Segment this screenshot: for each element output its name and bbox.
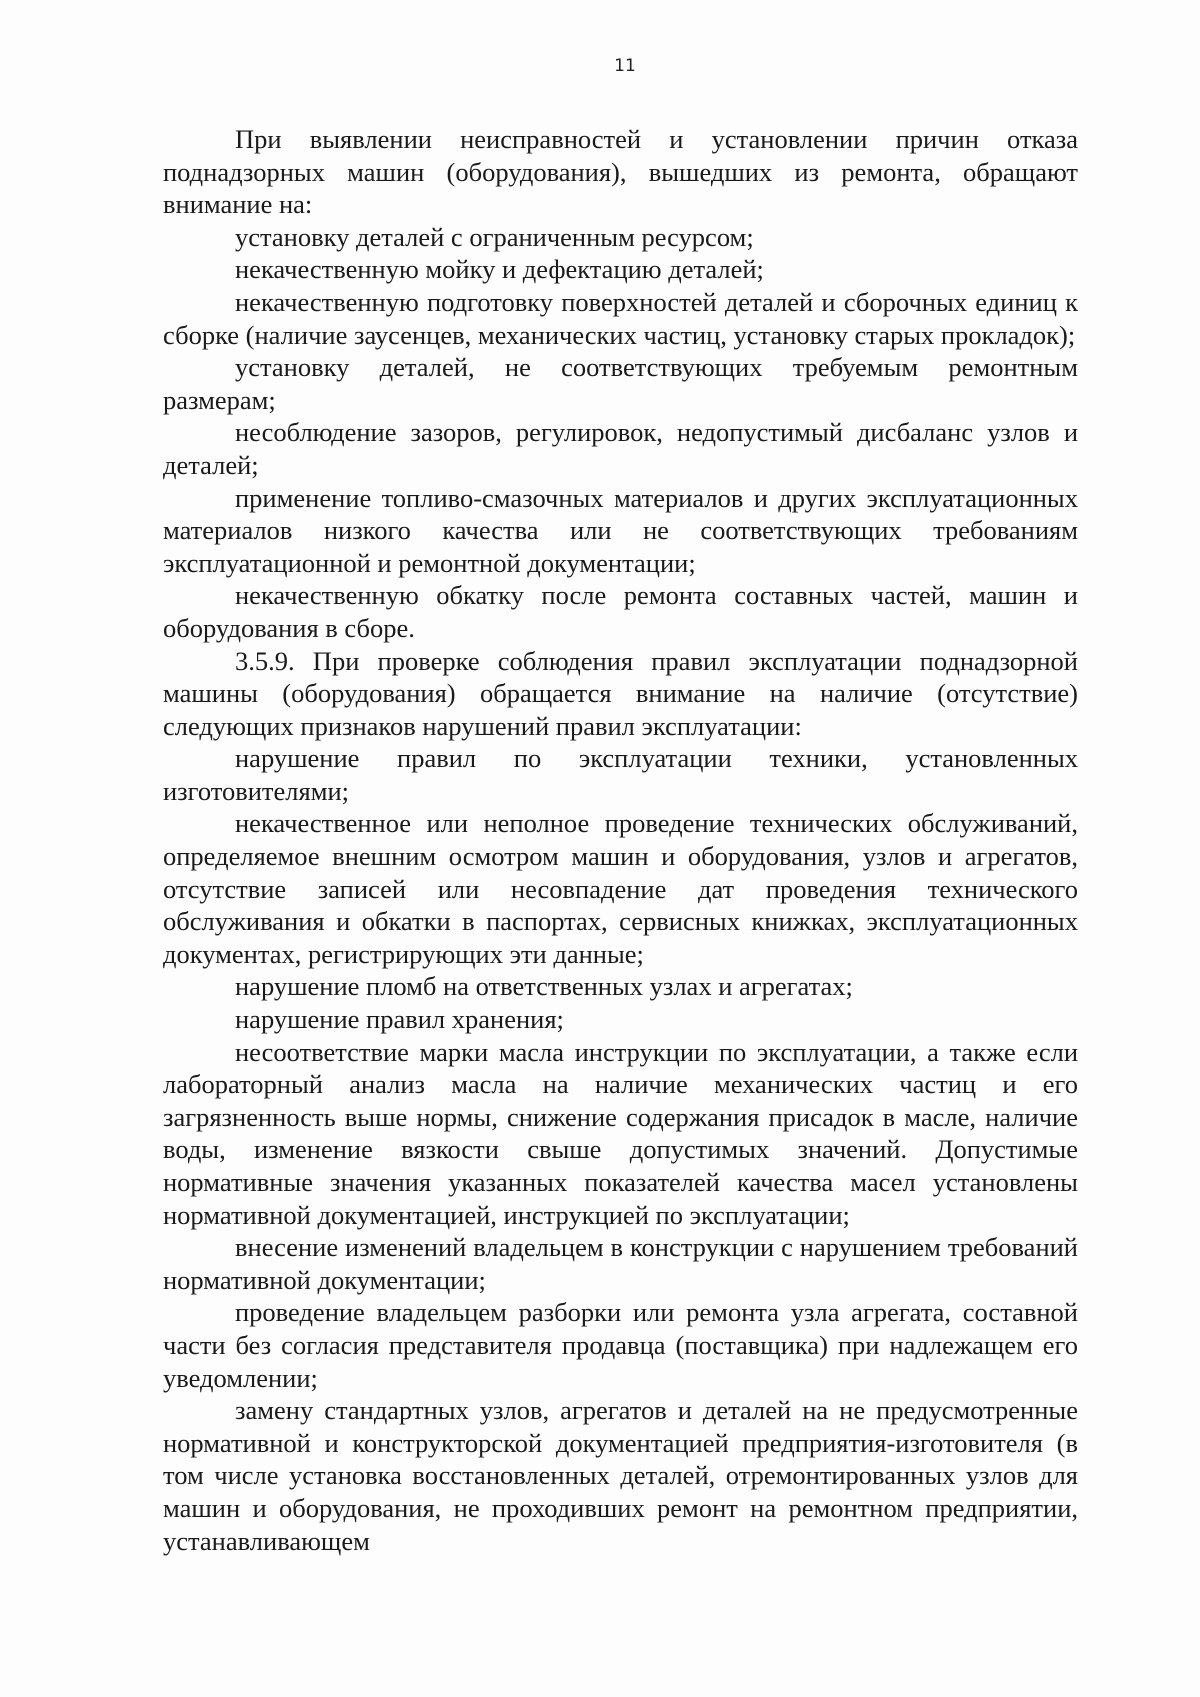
list-item: некачественную обкатку после ремонта составных частей, машин и оборудования в сборе. [163,580,1078,643]
document-body [163,123,1078,1557]
list-item: нарушение правил по эксплуатации техники, установленных изготовителями; [163,743,1078,806]
page-number: 11 [614,56,636,76]
list-item: установку деталей, не соответствующих требуемым ремонтным размерам; [163,352,1078,415]
list-item: установку деталей с ограниченным ресурсом; [235,221,754,252]
list-item: некачественную мойку и дефектацию деталей; [235,254,764,285]
section-paragraph-3-5-9: 3.5.9. При проверке соблюдения правил эксплуатации поднадзорной машины (оборудования) обращается внимание на наличие (отсутствие) следующих признаков нарушений правил эксплуатации: [163,645,1078,741]
list-item: внесение изменений владельцем в конструкции с нарушением требований нормативной документации; [163,1232,1078,1295]
list-item: нарушение правил хранения; [235,1004,564,1035]
list-item: некачественную подготовку поверхностей деталей и сборочных единиц к сборке (наличие заусенцев, механических частиц, установку старых прокладок); [163,286,1078,350]
list-item: проведение владельцем разборки или ремонта узла агрегата, составной части без согласия представителя продавца (поставщика) при надлежащем его уведомлении; [163,1297,1078,1393]
list-item: несоответствие марки масла инструкции по эксплуатации, а также если лабораторный анализ масла на наличие механических частиц и его загрязненность выше нормы, снижение содержания присадок в масле, наличие воды, изменение вязкости свыше допустимых значений. Допустимые нормативные значения указанных показателей качества масел установлены нормативной документацией, инструкцией по эксплуатации; [163,1036,1078,1230]
list-item: некачественное или неполное проведение технических обслуживаний, определяемое внешним осмотром машин и оборудования, узлов и агрегатов, отсутствие записей или несовпадение дат проведения технического обслуживания и обкатки в паспортах, сервисных книжках, эксплуатационных документах, регистрирующих эти данные; [163,808,1078,969]
list-item: нарушение пломб на ответственных узлах и агрегатах; [235,971,853,1002]
list-item: несоблюдение зазоров, регулировок, недопустимый дисбаланс узлов и деталей; [163,417,1078,480]
list-item: применение топливо-смазочных материалов и других эксплуатационных материалов низкого качества или не соответствующих требованиям эксплуатационной и ремонтной документации; [163,482,1078,578]
list-item: замену стандартных узлов, агрегатов и деталей на не предусмотренные нормативной и конструкторской документацией предприятия-изготовителя (в том числе установка восстановленных деталей, отремонтированных узлов для машин и оборудования, не проходивших ремонт на ремонтном предприятии, устанавливающем [163,1395,1078,1556]
paragraph: При выявлении неисправностей и установлении причин отказа поднадзорных машин (оборудования), вышедших из ремонта, обращают внимание на: [163,124,1078,220]
